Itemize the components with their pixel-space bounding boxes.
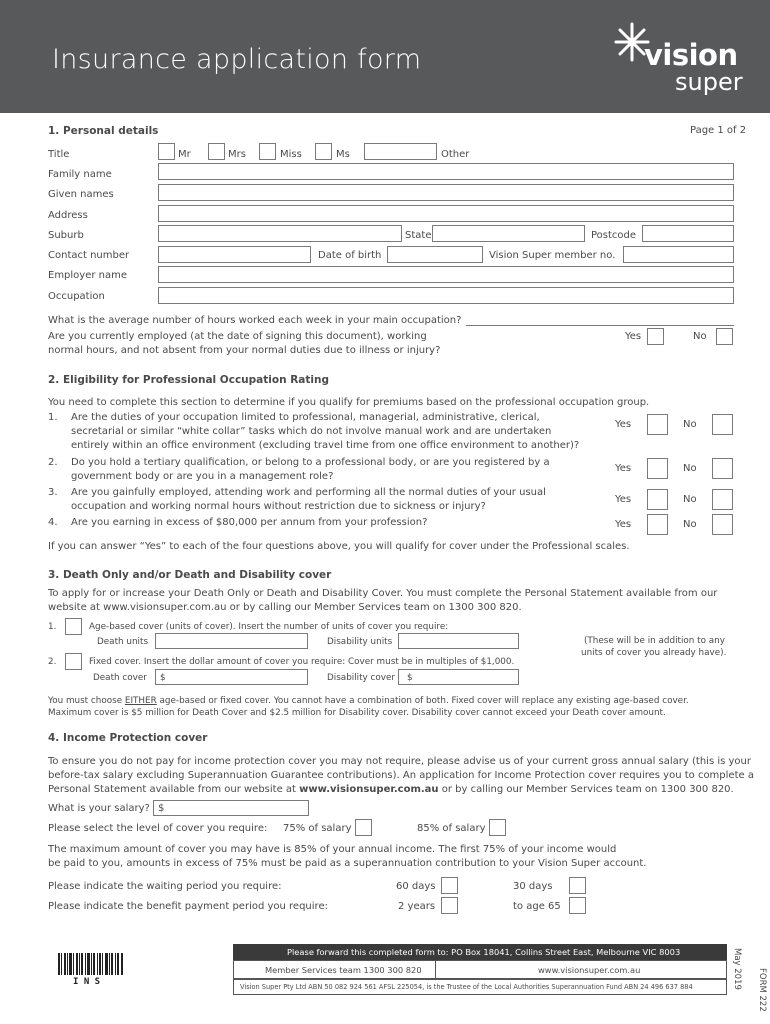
given-names-label: Given names [48, 189, 114, 200]
occupation-label: Occupation [48, 291, 105, 302]
level-question: Please select the level of cover you require: [48, 823, 268, 834]
employer-field[interactable] [158, 266, 734, 283]
option2-number: 2. [48, 657, 57, 667]
suburb-label: Suburb [48, 230, 84, 241]
q4-line1: Are you earning in excess of $80,000 per annum from your profession? [71, 517, 428, 528]
cover-warning-line2: Maximum cover is $5 million for Death Cover and $2.5 million for Disability cover. Disability cover cannot exceed your Death cover amount. [48, 708, 666, 718]
title-mr-checkbox[interactable] [158, 143, 175, 160]
q4-no-label: No [683, 519, 697, 530]
benefit-65-label: to age 65 [513, 901, 561, 912]
q3-yes-checkbox[interactable] [647, 489, 668, 510]
level-75-label: 75% of salary [283, 823, 352, 834]
employed-yes-label: Yes [625, 331, 642, 342]
warn-either: EITHER [124, 696, 157, 706]
barcode-text: I N S [73, 977, 101, 987]
title-miss-checkbox[interactable] [259, 143, 276, 160]
death-cover-label: Death cover [93, 673, 147, 683]
benefit-2y-checkbox[interactable] [441, 897, 458, 914]
disability-cover-dollar: $ [407, 673, 413, 683]
salary-field[interactable] [153, 800, 309, 816]
dob-field[interactable] [387, 246, 483, 263]
state-label: State [405, 230, 432, 241]
q3-no-label: No [683, 494, 697, 505]
disability-cover-label: Disability cover [327, 673, 396, 683]
level-85-label: 85% of salary [417, 823, 486, 834]
age-based-cover-checkbox[interactable] [65, 618, 82, 635]
s2-outro: If you can answer “Yes” to each of the four questions above, you will qualify for cover under the Professional scales. [48, 541, 630, 552]
q1-yes-label: Yes [615, 419, 632, 430]
q2-yes-checkbox[interactable] [647, 458, 668, 479]
occupation-field[interactable] [158, 287, 734, 304]
footer-form-number: FORM 222 [757, 968, 767, 1012]
given-names-field[interactable] [158, 184, 734, 201]
s4-intro-line3 [48, 784, 734, 795]
q2-no-label: No [683, 463, 697, 474]
page-number: Page 1 of 2 [690, 125, 747, 136]
q2-yes-label: Yes [615, 463, 632, 474]
title-other-label: Other [441, 149, 470, 160]
postcode-label: Postcode [591, 230, 637, 241]
form-title: Insurance application form [52, 44, 422, 75]
q4-yes-checkbox[interactable] [647, 514, 668, 535]
cover-warning-line1 [48, 696, 689, 706]
employed-no-checkbox[interactable] [716, 328, 733, 345]
footer-date: May 2019 [732, 948, 742, 990]
address-field[interactable] [158, 205, 734, 222]
death-units-label: Death units [97, 637, 149, 647]
death-cover-dollar: $ [160, 673, 166, 683]
hours-question: What is the average number of hours worked each week in your main occupation? [48, 315, 462, 326]
s4-intro-line3-a: Personal Statement available from our website at [48, 784, 300, 795]
address-label: Address [48, 210, 88, 221]
q3-no-checkbox[interactable] [712, 489, 733, 510]
warn-rest: age-based or fixed cover. You cannot have a combination of both. Fixed cover will replace any existing age-based cover. [156, 696, 689, 706]
title-mr-label: Mr [178, 149, 191, 160]
q1-line2: secretarial or similar “white collar” tasks which do not involve manual work and are undertaken [71, 426, 552, 437]
dob-label: Date of birth [318, 250, 382, 261]
q1-line1: Are the duties of your occupation limited to professional, managerial, administrative, clerical, [71, 412, 540, 423]
q2-no-checkbox[interactable] [712, 458, 733, 479]
max-cover-line1: The maximum amount of cover you may have is 85% of your annual income. The first 75% of your income would [48, 844, 617, 855]
s4-intro-line3-c: or by calling our Member Services team on 1300 300 820. [438, 784, 734, 795]
footer-legal: Vision Super Pty Ltd ABN 50 082 924 561 AFSL 225054, is the Trustee of the Local Authorities Superannuation Fund ABN 24 496 637 884 [240, 983, 693, 991]
salary-question: What is your salary? [48, 803, 150, 814]
q1-line3: entirely within an office environment (excluding travel time from one office environment to another)? [71, 440, 580, 451]
q1-no-label: No [683, 419, 697, 430]
title-miss-label: Miss [280, 149, 302, 160]
family-name-field[interactable] [158, 163, 734, 180]
employer-label: Employer name [48, 270, 128, 281]
section-3-heading: 3. Death Only and/or Death and Disability cover [48, 569, 332, 581]
footer-forward-address: Please forward this completed form to: PO Box 18041, Collins Street East, Melbourne VIC 8003 [287, 947, 681, 957]
q2-number: 2. [48, 457, 58, 468]
website-link[interactable]: www.visionsuper.com.au [299, 784, 439, 795]
q2-line1: Do you hold a tertiary qualification, or belong to a professional body, or are you registered by a [71, 457, 550, 468]
state-field[interactable] [432, 225, 585, 242]
waiting-30-checkbox[interactable] [569, 877, 586, 894]
footer-phone: Member Services team 1300 300 820 [265, 965, 422, 975]
employed-yes-checkbox[interactable] [647, 328, 664, 345]
death-cover-field[interactable] [155, 669, 308, 685]
section-1-heading: 1. Personal details [48, 125, 159, 137]
q3-line1: Are you gainfully employed, attending work and performing all the normal duties of your usual [71, 487, 546, 498]
member-no-field[interactable] [623, 246, 734, 263]
salary-dollar: $ [158, 803, 165, 814]
footer-website[interactable]: www.visionsuper.com.au [538, 965, 641, 975]
hours-field[interactable] [466, 312, 734, 326]
option2-text: Fixed cover. Insert the dollar amount of cover you require: Cover must be in multiples of $1,000. [89, 657, 515, 667]
benefit-question: Please indicate the benefit payment period you require: [48, 901, 328, 912]
employed-no-label: No [693, 331, 707, 342]
q1-yes-checkbox[interactable] [647, 414, 668, 435]
q1-number: 1. [48, 412, 58, 423]
postcode-field[interactable] [642, 225, 734, 242]
q2-line2: government body or are you in a management role? [71, 471, 334, 482]
title-mrs-checkbox[interactable] [208, 143, 225, 160]
suburb-field[interactable] [158, 225, 402, 242]
q4-yes-label: Yes [615, 519, 632, 530]
title-label: Title [48, 149, 70, 160]
q4-number: 4. [48, 517, 58, 528]
level-85-checkbox[interactable] [489, 819, 506, 836]
barcode-icon [58, 953, 124, 975]
waiting-60-checkbox[interactable] [441, 877, 458, 894]
waiting-question: Please indicate the waiting period you require: [48, 881, 282, 892]
employed-question-line1: Are you currently employed (at the date of signing this document), working [48, 331, 427, 342]
title-ms-label: Ms [336, 149, 350, 160]
employed-question-line2: normal hours, and not absent from your normal duties due to illness or injury? [48, 345, 441, 356]
warn-prefix: You must choose [48, 696, 125, 706]
member-no-label: Vision Super member no. [489, 250, 616, 261]
q3-line2: occupation and working normal hours without restriction due to sickness or injury? [71, 501, 486, 512]
section-4-heading: 4. Income Protection cover [48, 732, 208, 744]
benefit-2y-label: 2 years [398, 901, 436, 912]
option1-number: 1. [48, 622, 57, 632]
q3-number: 3. [48, 487, 58, 498]
waiting-60-label: 60 days [396, 881, 436, 892]
fixed-cover-checkbox[interactable] [65, 653, 82, 670]
level-75-checkbox[interactable] [355, 819, 372, 836]
section-2-heading: 2. Eligibility for Professional Occupation Rating [48, 374, 329, 386]
death-units-field[interactable] [155, 633, 308, 649]
contact-number-field[interactable] [158, 246, 311, 263]
disability-cover-field[interactable] [398, 669, 519, 685]
s3-intro-line1: To apply for or increase your Death Only or Death and Disability Cover. You must complete the Personal Statement available from our [48, 588, 718, 599]
units-note-line2: units of cover you already have). [581, 648, 727, 658]
disability-units-label: Disability units [327, 637, 393, 647]
contact-number-label: Contact number [48, 250, 130, 261]
logo-word-vision: vision [644, 38, 738, 72]
q3-yes-label: Yes [615, 494, 632, 505]
s3-intro-line2: website at www.visionsuper.com.au or by calling our Member Services team on 1300 300 820. [48, 602, 522, 613]
title-other-field[interactable] [364, 143, 437, 160]
family-name-label: Family name [48, 169, 112, 180]
title-mrs-label: Mrs [228, 149, 246, 160]
s4-intro-line2: before-tax salary excluding Superannuation Guarantee contributions). An application for Income Protection cover requires you to complete a [48, 770, 754, 781]
s2-intro: You need to complete this section to determine if you qualify for premiums based on the professional occupation group. [48, 397, 650, 408]
waiting-30-label: 30 days [513, 881, 553, 892]
disability-units-field[interactable] [398, 633, 519, 649]
max-cover-line2: be paid to you, amounts in excess of 75% must be paid as a superannuation contribution to your Vision Super account. [48, 858, 647, 869]
title-ms-checkbox[interactable] [315, 143, 332, 160]
q4-no-checkbox[interactable] [712, 514, 733, 535]
units-note-line1: (These will be in addition to any [584, 636, 725, 646]
option1-text: Age-based cover (units of cover). Insert the number of units of cover you require: [89, 622, 449, 632]
benefit-65-checkbox[interactable] [569, 897, 586, 914]
q1-no-checkbox[interactable] [712, 414, 733, 435]
s4-intro-line1: To ensure you do not pay for income protection cover you may not require, please advise us of your current gross annual salary (this is your [48, 756, 751, 767]
logo-word-super: super [675, 68, 743, 96]
